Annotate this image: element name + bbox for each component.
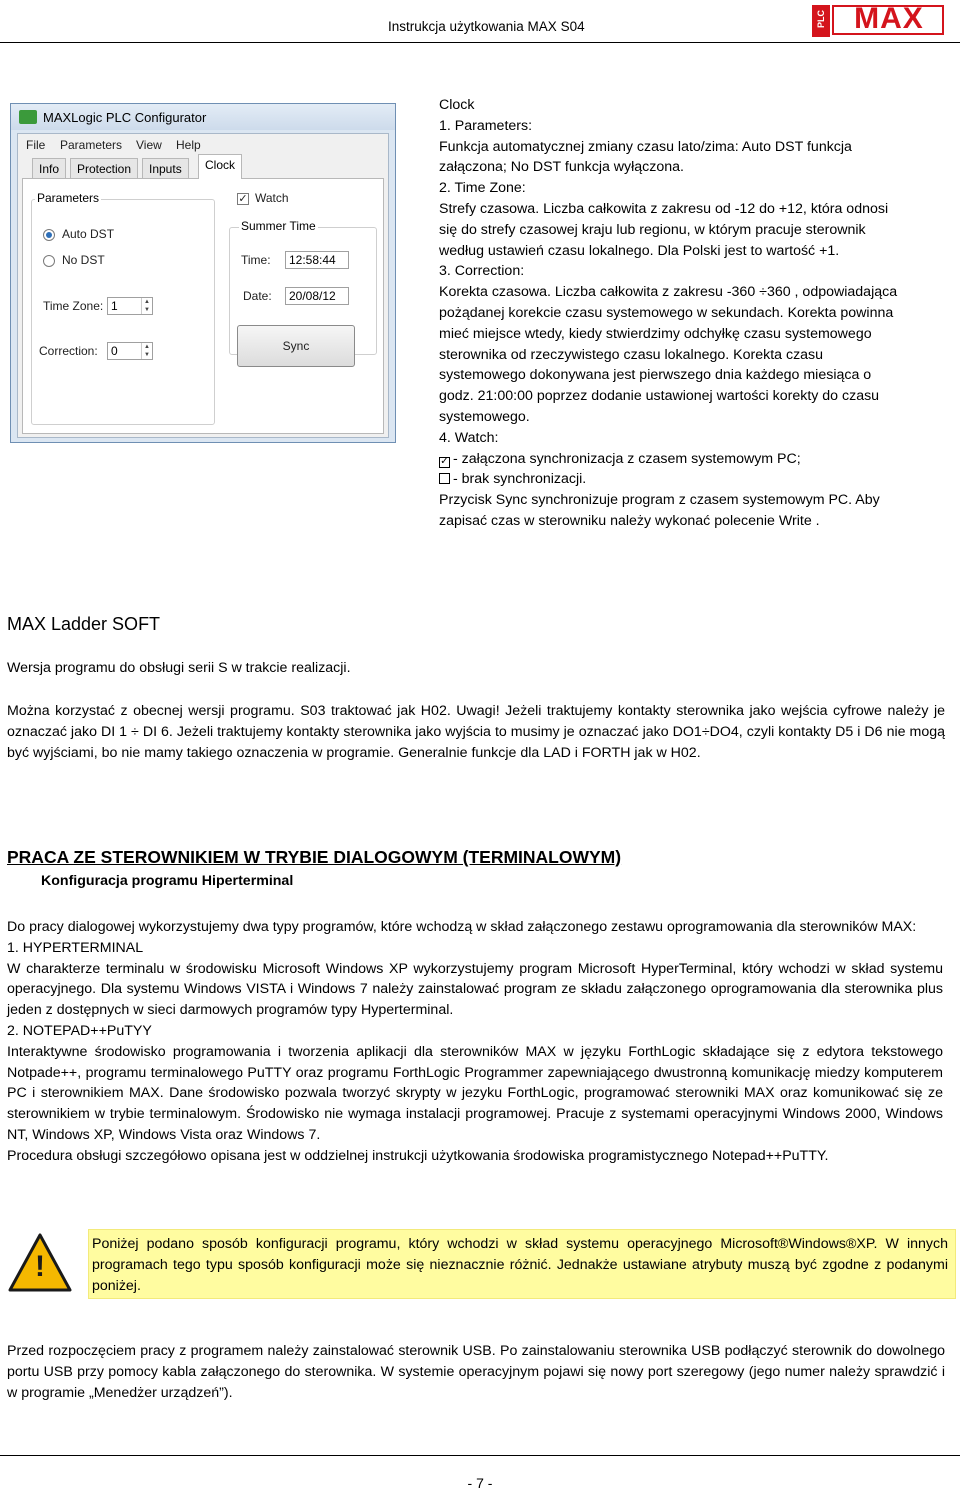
watch-off-text: - brak synchronizacji. (453, 471, 587, 488)
correction-label: Correction: (39, 344, 98, 358)
empty-box-icon (439, 473, 450, 484)
clock-line: 2. Time Zone: (439, 180, 526, 197)
clock-line: 4. Watch: (439, 429, 499, 446)
menu-help[interactable]: Help (176, 138, 201, 152)
window-title: MAXLogic PLC Configurator (43, 110, 207, 125)
warning-icon (7, 1232, 73, 1294)
terminal-h1: 1. HYPERTERMINAL (7, 939, 144, 956)
watch-on-text: - załączona synchronizacja z czasem systemowym PC; (453, 450, 801, 467)
ladder-p2: Można korzystać z obecnej wersji programu. S03 traktować jak H02. Uwagi! Jeżeli traktujemy kontakty sterownika jako wejścia cyfrowe należy je oznaczać jako DI 1 ÷ DI 6. Jeżeli traktujemy kontakty sterownika jako wyjścia to musimy je oznaczać jako DO1÷DO4, czyli kontakty D5 i D6 nie mogą być wyjściami, bo nie mamy takiego oznaczenia w programie. Generalnie funkcje dla LAD i FORTH jak w H02. (7, 703, 945, 761)
app-icon (19, 110, 37, 124)
menu-file[interactable]: File (26, 138, 46, 152)
clock-line: załączona; No DST funkcja wyłączona. (439, 159, 684, 176)
clock-line: według ustawień czasu lokalnego. Dla Polski jest to wartość +1. (439, 242, 840, 259)
logo-text: MAX (854, 2, 924, 35)
correction-value: 0 (111, 344, 118, 358)
warning-box (88, 1229, 956, 1299)
auto-dst-label: Auto DST (62, 227, 115, 241)
terminal-p1: Do pracy dialogowej wykorzystujemy dwa typy programów, które wchodzą w skład załączonego zestawu oprogramowania dla sterowników MAX: (7, 919, 917, 935)
correction-spinner[interactable] (107, 342, 153, 360)
watch-on-item (439, 449, 935, 470)
clock-line: 3. Correction: (439, 263, 525, 280)
clock-line: Funkcja automatycznej zmiany czasu lato/zima: Auto DST funkcja (439, 138, 852, 155)
clock-line: Korekta czasowa. Liczba całkowita z zakresu -360 ÷360 , odpowiadająca (439, 284, 898, 301)
time-zone-label: Time Zone: (43, 299, 104, 313)
clock-heading: Clock (439, 97, 475, 113)
terminal-p2: W charakterze terminalu w środowisku Microsoft Windows XP wykorzystujemy program Microsoft HyperTerminal, który wchodzi w skład systemu operacyjnego. Dla systemu Windows VISTA i Windows 7 należy zainstalować program ze składu załączonego oprogramowania dla sterownika plus jeden z dostępnych w sieci darmowych programów typy Hyperterminal. (7, 960, 943, 1019)
tab-inputs[interactable]: Inputs (142, 158, 189, 178)
logo-side-text: PLC (816, 10, 826, 28)
spinner-arrows-icon[interactable]: ▲ ▼ (141, 298, 152, 314)
watch-off-item (439, 469, 935, 490)
clock-description (439, 95, 935, 532)
terminal-title: PRACA ZE STEROWNIKIEM W TRYBIE DIALOGOWYM (TERMINALOWYM) (7, 847, 622, 867)
page-number: - 7 - (467, 1475, 493, 1491)
clock-line: pożądanej korekcie czasu systemowego w sekundach. Korekta powinna (439, 304, 894, 321)
sync-line: zapisać czas w sterowniku należy wykonać polecenie Write . (439, 512, 820, 529)
time-zone-value: 1 (111, 299, 118, 313)
clock-line: mieć miejsce wtedy, kiedy stwierdzimy odchyłkę czasu systemowego (439, 325, 872, 342)
clock-tab-panel (22, 178, 384, 434)
time-field[interactable]: 12:58:44 (285, 251, 349, 269)
tab-clock[interactable]: Clock (198, 154, 242, 179)
date-field[interactable]: 20/08/12 (285, 287, 349, 305)
spinner-arrows-icon[interactable]: ▲ ▼ (141, 343, 152, 359)
clock-line: systemowego dokonywana jest pierwszego dnia każdego miesiąca o (439, 367, 872, 384)
warning-mark: ! (35, 1250, 45, 1283)
checked-box-icon: ✓ (440, 455, 449, 467)
sync-button[interactable]: Sync (237, 325, 355, 367)
ladder-title: MAX Ladder SOFT (7, 614, 161, 634)
configurator-window (10, 103, 396, 443)
menu-view[interactable]: View (136, 138, 162, 152)
window-client (17, 133, 389, 438)
sync-line: Przycisk Sync synchronizuje program z czasem systemowym PC. Aby (439, 492, 880, 509)
header-title: Instrukcja użytkowania MAX S04 (388, 19, 585, 34)
usb-paragraph: Przed rozpoczęciem pracy z programem należy zainstalować sterownik USB. Po zainstalowaniu sterownika USB podłączyć sterownik do dowolnego portu USB przy pomocy kabla załączonego do sterownika. W systemie operacyjnym pojawi się nowy port szeregowy (jego numer należy sprawdzić i w programie „Menedżer urządzeń”). (7, 1343, 945, 1401)
time-zone-spinner[interactable] (107, 297, 153, 315)
ladder-p1: Wersja programu do obsługi serii S w trakcie realizacji. (7, 660, 351, 676)
max-logo (812, 2, 946, 37)
clock-line: systemowego. (439, 408, 530, 425)
menu-parameters[interactable]: Parameters (60, 138, 123, 152)
warning-text: Poniżej podano sposób konfiguracji programu, który wchodzi w skład systemu operacyjnego Microsoft®Windows®XP. W innych programach tego typu sposób konfiguracji może się nieznacznie różnić. Jednakże ustawiane atrybuty muszą być zgodne z podanymi poniżej. (92, 1236, 948, 1294)
terminal-section-body (7, 917, 943, 1167)
terminal-p4: Procedura obsługi szczegółowo opisana jest w oddzielnej instrukcji użytkowania środowiska programistycznego Notepad++PuTTY. (7, 1147, 829, 1164)
date-label: Date: (243, 289, 272, 303)
tab-info[interactable]: Info (32, 158, 66, 178)
footer-rule (0, 1455, 960, 1456)
parameters-group-title: Parameters (37, 191, 100, 205)
clock-line: sterownika od rzeczywistego czasu lokalnego. Korekta czasu (439, 346, 824, 363)
clock-line: godz. 21:00:00 poprzez dodanie ustawionej wartości korekty do czasu (439, 388, 880, 405)
summer-time-title: Summer Time (241, 219, 316, 233)
clock-line: się do strefy czasowej kraju lub regionu, w którym pracuje sterownik (439, 221, 866, 238)
clock-line: Strefy czasowa. Liczba całkowita z zakresu od -12 do +12, która odnosi (439, 200, 889, 217)
auto-dst-radio[interactable] (43, 229, 55, 241)
no-dst-label: No DST (62, 253, 105, 267)
no-dst-radio[interactable] (43, 255, 55, 267)
clock-line: 1. Parameters: (439, 117, 533, 134)
terminal-p3: Interaktywne środowisko programowania i tworzenia aplikacji dla sterowników MAX w języku ForthLogic składające się z edytora tekstowego Notpade++, programu terminalowego PuTTY oraz programu ForthLogic Programmer zapewniającego dwustronną komunikację miedzy komputerem PC i sterownikiem MAX. Dane środowisko pozwala tworzyć skrypty w jezyku ForthLogic, programować sterowniki MAX oraz komunikować się ze sterownikiem w trybie terminalowym. Środowisko nie wymaga instalacji programowej. Pracuje z systemami operacyjnymi Windows 2000, Windows NT, Windows XP, Windows Vista oraz Windows 7. (7, 1043, 943, 1143)
time-label: Time: (241, 253, 271, 267)
watch-checkbox[interactable]: ✓ (238, 193, 248, 205)
window-titlebar (11, 104, 395, 130)
watch-label: Watch (255, 191, 289, 205)
header-rule (0, 42, 960, 43)
terminal-h2: 2. NOTEPAD++PuTYY (7, 1022, 152, 1039)
terminal-subtitle: Konfiguracja programu Hiperterminal (41, 873, 294, 889)
tab-protection[interactable]: Protection (70, 158, 138, 178)
